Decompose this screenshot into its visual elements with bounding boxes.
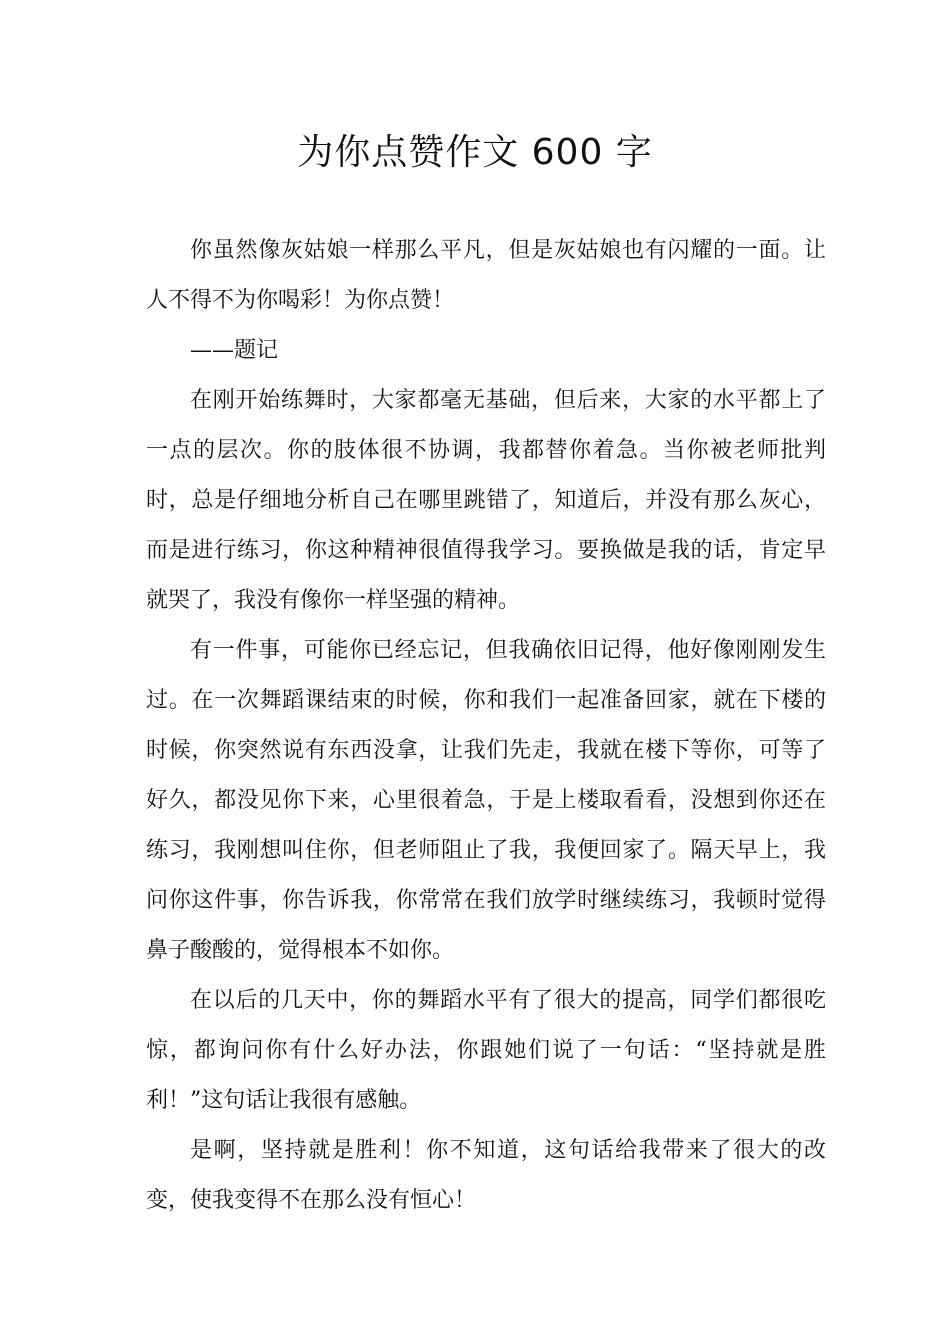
document-title: 为你点赞作文 600 字 — [297, 132, 653, 173]
paragraph-conclusion: 是啊，坚持就是胜利！你不知道，这句话给我带来了很大的改变，使我变得不在那么没有恒心！ — [146, 1138, 826, 1213]
paragraph-practice: 在刚开始练舞时，大家都毫无基础，但后来，大家的水平都上了一点的层次。你的肢体很不协调，我都替你着急。当你被老师批判时，总是仔细地分析自己在哪里跳错了，知道后，并没有那么灰心，而是进行练习，你这种精神很值得我学习。要换做是我的话，肯定早就哭了，我没有像你一样坚强的精神。 — [146, 388, 826, 613]
paragraph-improvement: 在以后的几天中，你的舞蹈水平有了很大的提高，同学们都很吃惊，都询问你有什么好办法，你跟她们说了一句话：“坚持就是胜利！”这句话让我很有感触。 — [146, 988, 826, 1113]
document-body — [146, 226, 826, 1226]
paragraph-epigraph: ——题记 — [190, 338, 279, 363]
paragraph-intro: 你虽然像灰姑娘一样那么平凡，但是灰姑娘也有闪耀的一面。让人不得不为你喝彩！为你点赞！ — [146, 238, 826, 313]
paragraph-story: 有一件事，可能你已经忘记，但我确依旧记得，他好像刚刚发生过。在一次舞蹈课结束的时候，你和我们一起准备回家，就在下楼的时候，你突然说有东西没拿，让我们先走，我就在楼下等你，可等了好久，都没见你下来，心里很着急，于是上楼取看看，没想到你还在练习，我刚想叫住你，但老师阻止了我，我便回家了。隔天早上，我问你这件事，你告诉我，你常常在我们放学时继续练习，我顿时觉得鼻子酸酸的，觉得根本不如你。 — [146, 638, 826, 963]
